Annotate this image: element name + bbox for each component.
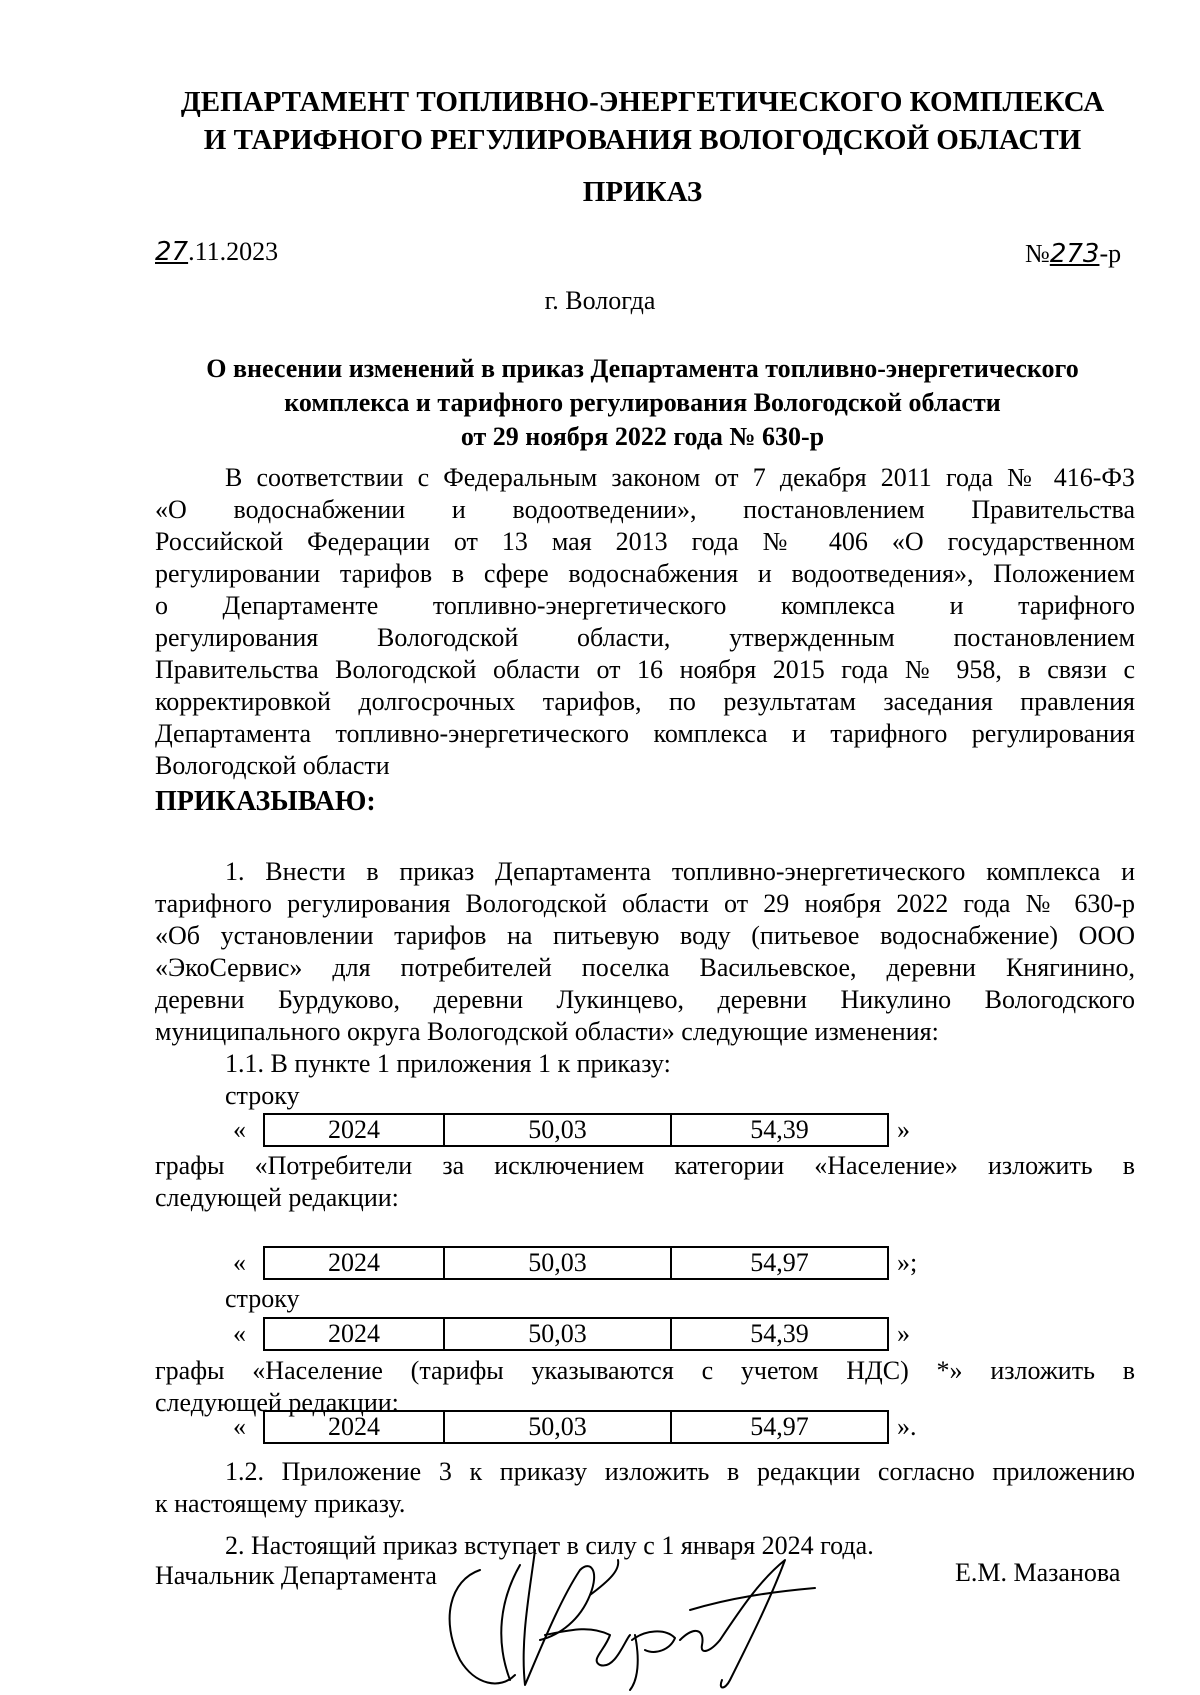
- cell-value-2: 54,97: [670, 1410, 889, 1444]
- preamble-line: о Департаменте топливно-энергетического комплекса и тарифного: [155, 591, 1135, 620]
- quote-close: ».: [897, 1412, 917, 1441]
- word-row: строку: [225, 1284, 300, 1313]
- date-rest: .11.2023: [188, 237, 279, 266]
- quote-open: «: [233, 1319, 246, 1348]
- item-1-line: муниципального округа Вологодской области» следующие изменения:: [155, 1017, 939, 1046]
- word-row: строку: [225, 1081, 300, 1110]
- subject-line-3: от 29 ноября 2022 года № 630-р: [460, 422, 825, 451]
- item-1-line: «Об установлении тарифов на питьевую воду (питьевое водоснабжение) ООО: [155, 921, 1135, 950]
- quote-close: »: [897, 1319, 910, 1348]
- preamble-line: регулировании тарифов в сфере водоснабжения и водоотведения», Положением: [155, 559, 1135, 588]
- sub-item-1-2-line: 1.2. Приложение 3 к приказу изложить в редакции согласно приложению: [225, 1457, 1135, 1486]
- cell-value-1: 50,03: [443, 1246, 670, 1280]
- order-word: ПРИКАЗЫВАЮ:: [155, 786, 376, 817]
- sub-item-1-1: 1.1. В пункте 1 приложения 1 к приказу:: [225, 1049, 671, 1078]
- item-2: 2. Настоящий приказ вступает в силу с 1 января 2024 года.: [225, 1531, 874, 1560]
- tariff-row-4: [233, 1411, 917, 1443]
- subject-line-1: О внесении изменений в приказ Департамента топливно-энергетического: [206, 354, 1079, 383]
- number-prefix: №: [1025, 239, 1050, 268]
- preamble-line: Российской Федерации от 13 мая 2013 года № 406 «О государственном: [155, 527, 1135, 556]
- preamble-line: корректировкой долгосрочных тарифов, по результатам заседания правления: [155, 687, 1135, 716]
- preamble-line: В соответствии с Федеральным законом от 7 декабря 2011 года № 416-ФЗ: [225, 463, 1135, 492]
- tariff-row-2: [233, 1247, 917, 1279]
- preamble-line: регулирования Вологодской области, утвержденным постановлением: [155, 623, 1135, 652]
- date-day-handwritten: 27: [155, 237, 189, 267]
- handwritten-signature: [440, 1540, 820, 1695]
- cell-value-1: 50,03: [443, 1113, 670, 1147]
- cell-year: 2024: [263, 1113, 443, 1147]
- preamble-line: Вологодской области: [155, 751, 390, 780]
- subject-line-2: комплекса и тарифного регулирования Вологодской области: [284, 388, 1001, 417]
- sub-item-1-2: [155, 1456, 1135, 1520]
- item-1-line: «ЭкоСервис» для потребителей поселка Васильевское, деревни Княгинино,: [155, 953, 1135, 982]
- cell-year: 2024: [263, 1246, 443, 1280]
- item-1-line: деревни Бурдуково, деревни Лукинцево, деревни Никулино Вологодского: [155, 985, 1135, 1014]
- cell-value-1: 50,03: [443, 1317, 670, 1351]
- organization-name: [150, 83, 1135, 159]
- preamble-paragraph: [155, 462, 1135, 782]
- quote-open: «: [233, 1412, 246, 1441]
- cell-value-2: 54,39: [670, 1113, 889, 1147]
- next-edition-line: следующей редакции:: [155, 1388, 399, 1417]
- signer-position: Начальник Департамента: [155, 1561, 437, 1590]
- org-line-1: ДЕПАРТАМЕНТ ТОПЛИВНО-ЭНЕРГЕТИЧЕСКОГО КОМПЛЕКСА: [180, 86, 1105, 118]
- cell-value-2: 54,97: [670, 1246, 889, 1280]
- quote-open: «: [233, 1115, 246, 1144]
- cell-year: 2024: [263, 1317, 443, 1351]
- quote-open: «: [233, 1248, 246, 1277]
- next-edition-line: следующей редакции:: [155, 1183, 399, 1212]
- cell-value-2: 54,39: [670, 1317, 889, 1351]
- tariff-row-3: [233, 1318, 910, 1350]
- graph-1-line: графы «Потребители за исключением категории «Население» изложить в: [155, 1151, 1135, 1180]
- preamble-line: Правительства Вологодской области от 16 ноября 2015 года № 958, в связи с: [155, 655, 1135, 684]
- sub-item-1-2-line: к настоящему приказу.: [155, 1489, 406, 1518]
- number-handwritten: 273: [1049, 239, 1100, 269]
- doc-number: [1025, 238, 1121, 270]
- item-1-line: 1. Внести в приказ Департамента топливно-энергетического комплекса и: [225, 857, 1135, 886]
- item-1-paragraph: [155, 856, 1135, 1048]
- signer-name: Е.М. Мазанова: [955, 1558, 1121, 1587]
- graph-2-line: графы «Население (тарифы указываются с учетом НДС) *» изложить в: [155, 1356, 1135, 1385]
- graph-1-text: [155, 1150, 1135, 1214]
- subject-heading: [150, 352, 1135, 454]
- doc-date: [155, 236, 278, 268]
- preamble-line: Департамента топливно-энергетического комплекса и тарифного регулирования: [155, 719, 1135, 748]
- cell-value-1: 50,03: [443, 1410, 670, 1444]
- quote-close: »;: [897, 1248, 918, 1277]
- cell-year: 2024: [263, 1410, 443, 1444]
- tariff-row-1: [233, 1114, 910, 1146]
- preamble-line: «О водоснабжении и водоотведении», постановлением Правительства: [155, 495, 1135, 524]
- city: г. Вологда: [544, 286, 656, 315]
- number-suffix: -р: [1099, 239, 1122, 268]
- quote-close: »: [897, 1115, 910, 1144]
- org-line-2: И ТАРИФНОГО РЕГУЛИРОВАНИЯ ВОЛОГОДСКОЙ ОБЛАСТИ: [203, 124, 1082, 156]
- doc-type: ПРИКАЗ: [582, 176, 703, 208]
- item-1-line: тарифного регулирования Вологодской области от 29 ноября 2022 года № 630-р: [155, 889, 1135, 918]
